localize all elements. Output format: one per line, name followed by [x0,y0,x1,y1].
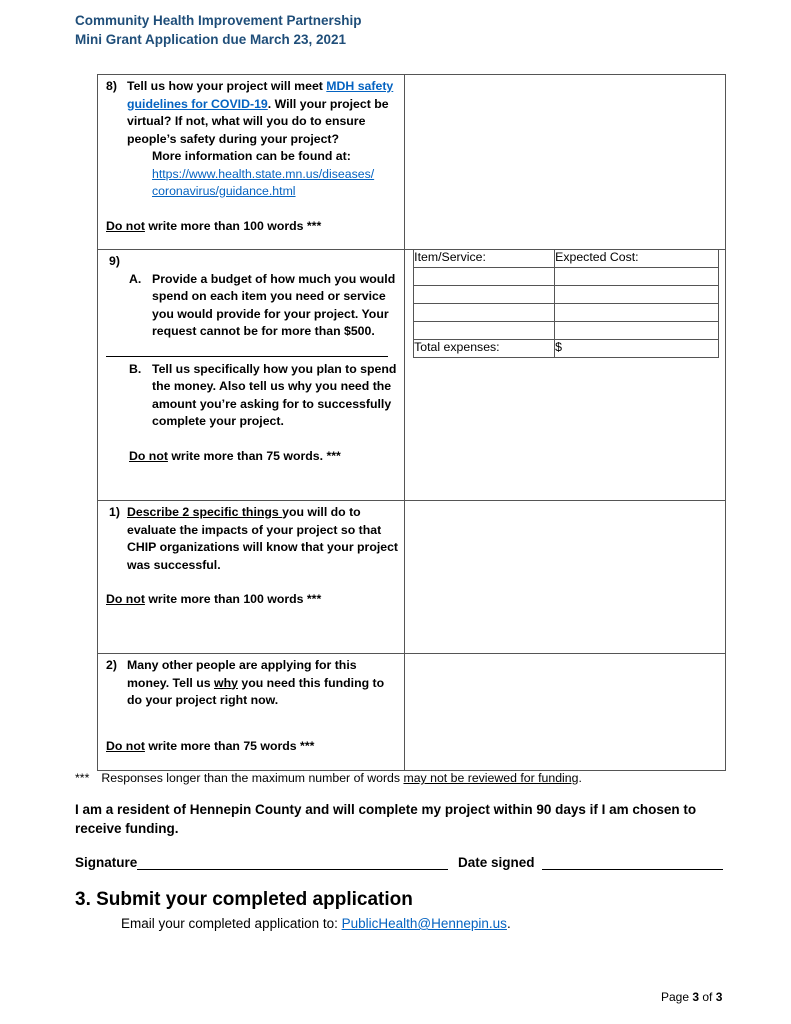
more-info-label: More information can be found at: [152,149,351,163]
question-11: 2) Many other people are applying for this money. Tell us why you need this funding to do your project right now. Do not write more than 75 words *** [98,654,405,771]
header-title: Community Health Improvement Partnership [75,13,362,28]
budget-cost-field[interactable] [555,322,719,340]
question-8: 8) Tell us how your project will meet MDH safety guidelines for COVID-19. Will your project be virtual? If not, what will you do to ensure people’s safety during your project? More information can be found at: https://www.health.state.mn.us/diseases/ coronavirus/guidance.html Do not write more than 100 words *** [98,75,405,250]
budget-cost-field[interactable] [555,286,719,304]
word-limit: Do not write more than 100 words *** [106,592,322,606]
question-number: 8) [106,79,117,93]
guidance-url-link[interactable]: https://www.health.state.mn.us/diseases/ coronavirus/guidance.html [152,166,375,198]
residency-statement: I am a resident of Hennepin County and will complete my project within 90 days if I am chosen to receive funding. [75,802,697,836]
signature-field[interactable] [137,855,448,870]
word-limit-note: *** Responses longer than the maximum number of words may not be reviewed for funding. [75,771,582,785]
document-header [75,11,362,49]
answer-9-cell [405,250,726,501]
budget-total-field[interactable]: $ [555,340,719,358]
page-number: Page 3 of 3 [661,990,723,1004]
budget-table [413,249,719,358]
budget-cost-field[interactable] [555,268,719,286]
budget-item-field[interactable] [414,304,555,322]
budget-cost-field[interactable] [555,304,719,322]
word-limit: Do not write more than 75 words. *** [129,448,341,463]
signature-label: Signature [75,855,138,870]
answer-10-field[interactable] [405,501,726,654]
budget-header-item: Item/Service: [414,250,555,268]
budget-item-field[interactable] [414,322,555,340]
question-number: 1) [109,505,120,519]
signature-row [75,855,723,870]
budget-header-cost: Expected Cost: [555,250,719,268]
question-9: 9) A. Provide a budget of how much you would spend on each item you need or service you would provide for your project. Your request cannot be for more than $500. B. Tell us specifically how you plan to spend the money. Also tell us why you need the amount you’re asking for to successfully complete your project. Do not write more than 75 words. *** [98,250,405,501]
budget-item-field[interactable] [414,268,555,286]
budget-total-label: Total expenses: [414,340,555,358]
question-10: 1) Describe 2 specific things you will do to evaluate the impacts of your project so that CHIP organizations will know that your project was successful. Do not write more than 100 words *** [98,501,405,654]
application-table [97,74,726,771]
question-number: 2) [106,658,117,672]
mdh-guidelines-link[interactable]: MDH safety guidelines for COVID-19 [127,79,394,111]
word-limit: Do not write more than 100 words *** [106,218,322,233]
section-3-heading: 3. Submit your completed application [75,889,413,910]
word-limit: Do not write more than 75 words *** [106,738,315,753]
answer-11-field[interactable] [405,654,726,771]
date-signed-label: Date signed [458,855,535,870]
date-signed-field[interactable] [542,855,723,870]
budget-item-field[interactable] [414,286,555,304]
question-number: 9) [109,254,120,268]
header-subtitle: Mini Grant Application due March 23, 2021 [75,32,347,47]
answer-8-field[interactable] [405,75,726,250]
email-instruction: Email your completed application to: PublicHealth@Hennepin.us. [121,916,511,931]
email-link[interactable]: PublicHealth@Hennepin.us [341,916,507,931]
